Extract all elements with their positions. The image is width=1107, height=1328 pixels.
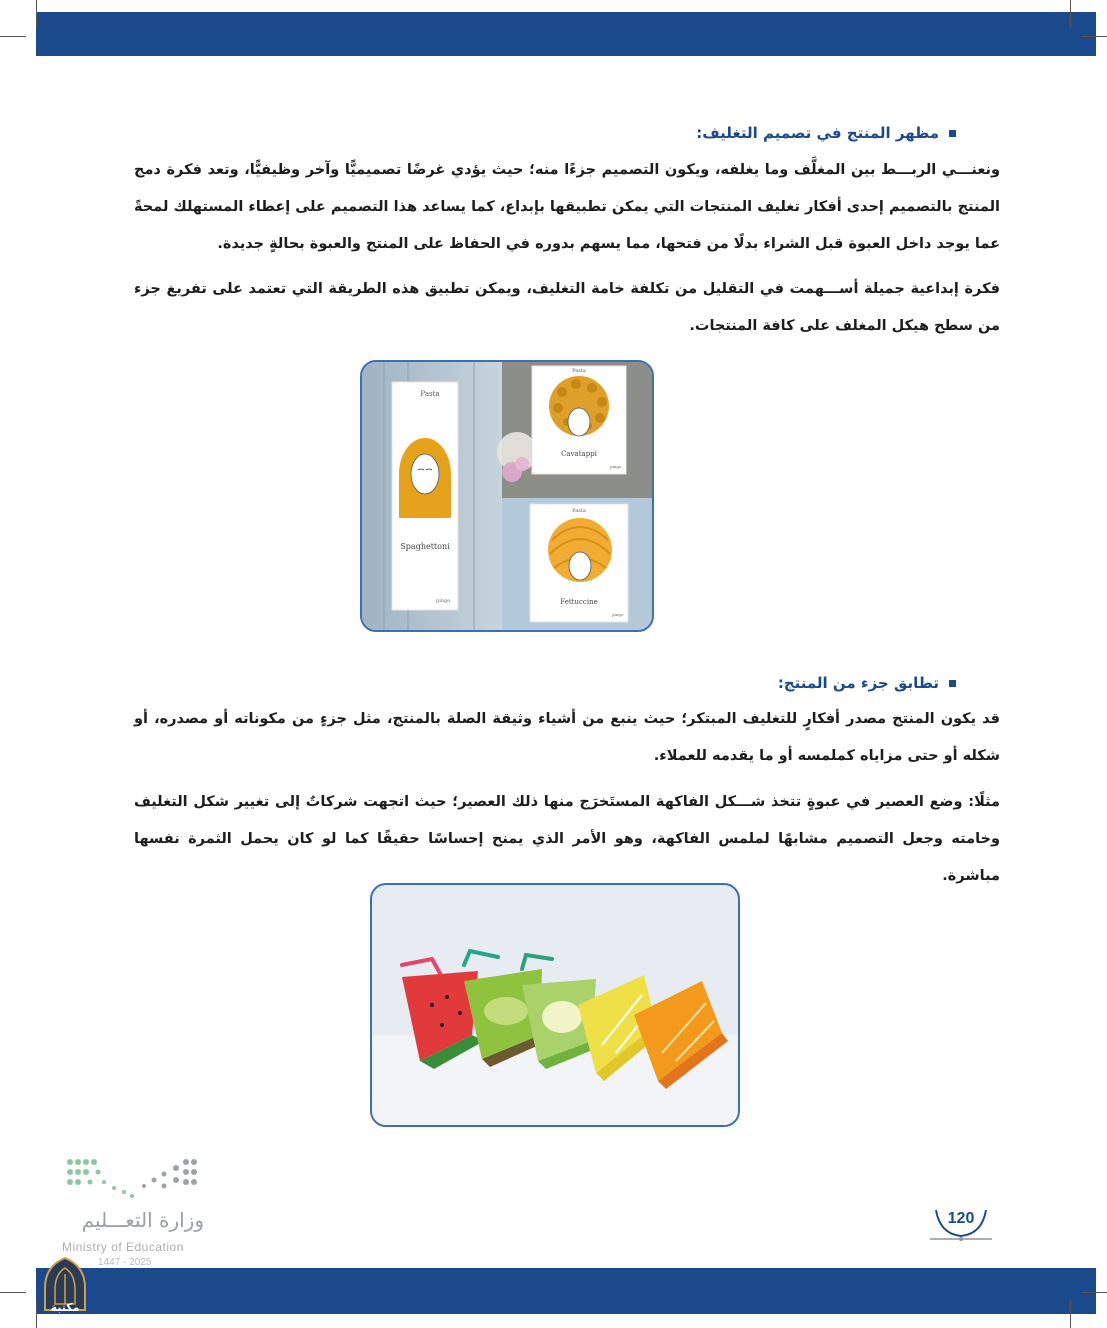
header-band [36, 12, 1096, 56]
crop-mark [36, 0, 37, 28]
pack-name-spaghettoni: Spaghettoni [400, 542, 450, 551]
crop-mark [1081, 36, 1107, 37]
pack-brand-label: Pasta [572, 508, 586, 514]
fruit-juice-packaging-photo [370, 883, 740, 1127]
section-heading: تطابق جزء من المنتج: [778, 673, 956, 693]
paragraph: فكرة إبداعية جميلة أســـهمت في التقليل من تكلفة خامة التغليف، ويمكن تطبيق هذه الطريقة التي تعتمد على تفريغ جزء من سطح هيكل المغلف على كافة المنتجات. [134, 281, 1000, 334]
pack-brand-label: Pasta [572, 368, 586, 374]
crop-mark [1070, 1300, 1071, 1328]
crop-mark [1081, 1292, 1107, 1293]
ministry-logo-dots-icon [64, 1156, 200, 1200]
crop-mark [0, 1292, 26, 1293]
pack-name-cavatappi: Cavatappi [561, 450, 597, 458]
library-badge-label: مكتبة الإجابات [43, 1301, 87, 1327]
page-number: 120 [947, 1210, 975, 1227]
paragraph: مثلًا: وضع العصير في عبوةٍ تتخذ شـــكل الفاكهة المستَخرَج منها ذلك العصير؛ حيث اتجهت شركاتٌ إلى تغيير شكل التغليف وخامته وجعل التصميم مشابهًا لملمس الفاكهة، وهو الأمر الذي يمنح إحساسًا حقيقًا كما لو كان يحمل الثمرة نفسها مباشرة. [134, 794, 1000, 884]
pasta-packaging-photo [360, 360, 654, 632]
paragraph: ونعنـــي الربـــط بين المغلَّف وما يغلفه، ويكون التصميم جزءًا منه؛ حيث يؤدي غرضًا تصميميًّا وآخر وظيفيًّا، وتعد فكرة دمج المنتج بالتصميم إحدى أفكار تغليف المنتجات التي يمكن تطبيقها بإبداع، كما يساعد هذا التصميم على إعطاء المستهلك لمحةً عما يوجد داخل العبوة قبل الشراء بدلًا من فتحها، مما يسهم بدوره في الحفاظ على المنتج والعبوة بحالةٍ جديدة. [134, 162, 1000, 252]
footer-band [36, 1268, 1096, 1314]
paragraph: قد يكون المنتج مصدر أفكارٍ للتغليف المبتكر؛ حيث ينبع من أشياء وثيقة الصلة بالمنتج، مثل جزءٍ من مكوناته أو مصدره، أو شكله أو حتى مزاياه كملمسه أو ما يقدمه للعملاء. [134, 711, 1000, 764]
edition-year: 1447 - 2025 [98, 1257, 152, 1268]
pack-maker-label: pingo [612, 612, 624, 617]
ministry-name-ar: وزارة التعـــليم [81, 1208, 204, 1232]
crop-mark [1070, 0, 1071, 28]
fruit-juice-illustration [372, 885, 738, 1125]
bullet-icon [949, 680, 956, 687]
pack-brand-label: Pasta [420, 390, 440, 398]
pack-name-fettuccine: Fettuccine [560, 598, 598, 606]
pack-maker-label: pingo [436, 598, 451, 604]
bullet-icon [949, 130, 956, 137]
pack-maker-label: pingo [610, 464, 622, 469]
pasta-packaging-illustration [362, 362, 652, 630]
section-heading: مظهر المنتج في تصميم التغليف: [696, 123, 956, 143]
ministry-name-en: Ministry of Education [62, 1240, 184, 1254]
crop-mark [0, 36, 26, 37]
